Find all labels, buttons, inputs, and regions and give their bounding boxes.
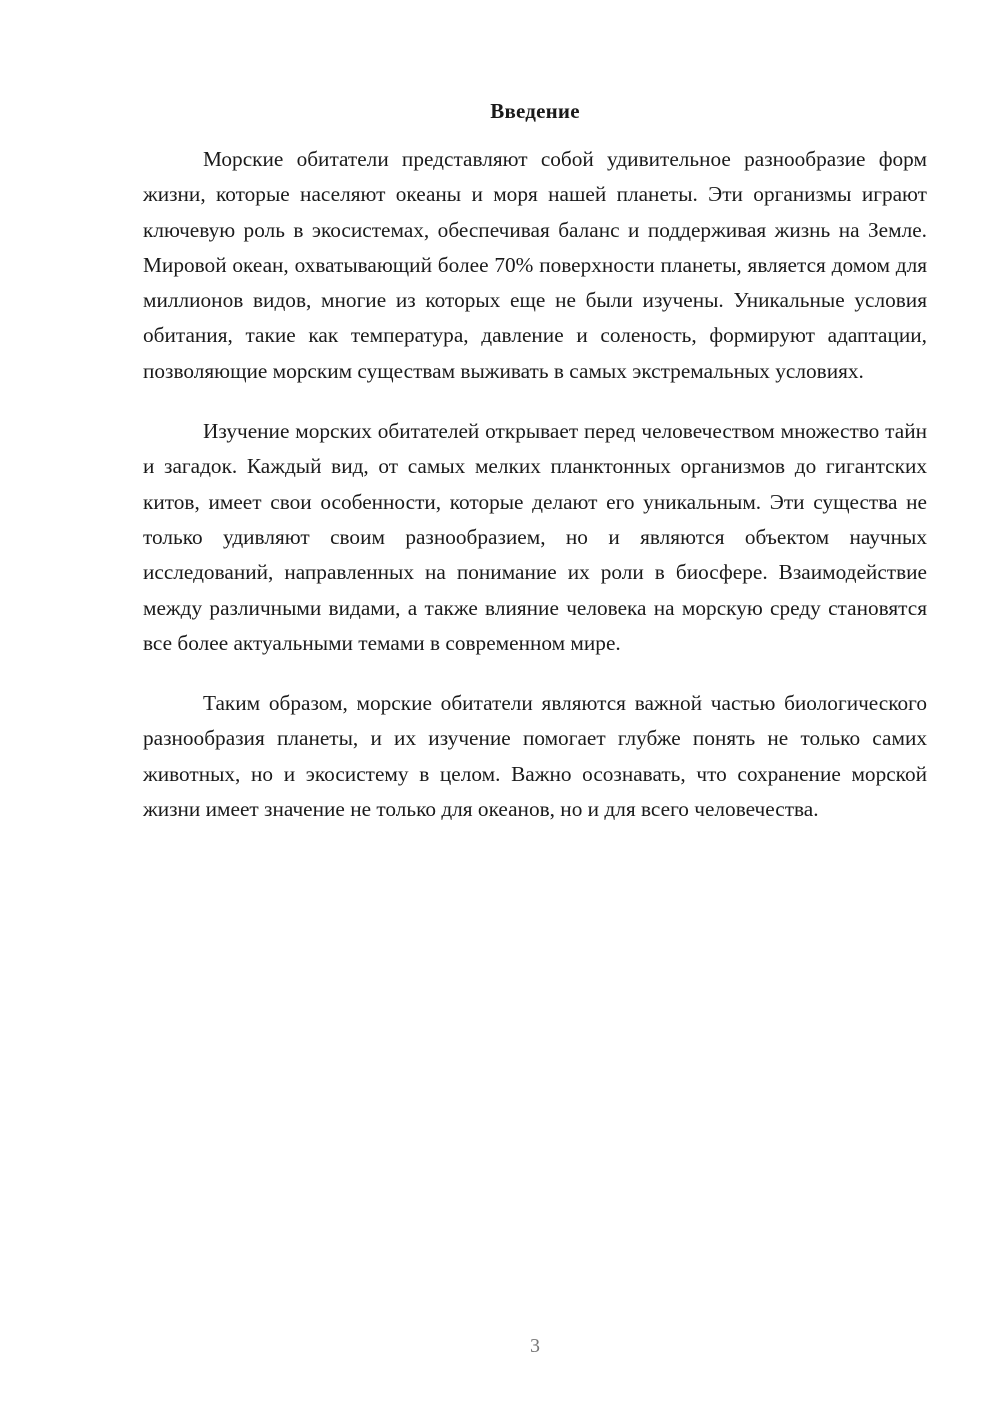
section-heading: Введение [490,99,580,123]
body-text [143,142,927,852]
page-number: 3 [530,1335,540,1357]
paragraph-2: Изучение морских обитателей открывает перед человечеством множество тайн и загадок. Каждый вид, от самых мелких планктонных организмов до гигантских китов, имеет свои особенности, которые делают его уникальным. Эти существа не только удивляют своим разнообразием, но и являются объектом научных исследований, направленных на понимание их роли в биосфере. Взаимодействие между различными видами, а также влияние человека на морскую среду становятся все более актуальными темами в современном мире. [143,419,927,655]
paragraph-1: Морские обитатели представляют собой удивительное разнообразие форм жизни, которые населяют океаны и моря нашей планеты. Эти организмы играют ключевую роль в экосистемах, обеспечивая баланс и поддерживая жизнь на Земле. Мировой океан, охватывающий более 70% поверхности планеты, является домом для миллионов видов, многие из которых еще не были изучены. Уникальные условия обитания, такие как температура, давление и соленость, формируют адаптации, позволяющие морским существам выживать в самых экстремальных условиях. [143,147,927,383]
paragraph-3: Таким образом, морские обитатели являются важной частью биологического разнообразия планеты, и их изучение помогает глубже понять не только самих животных, но и экосистему в целом. Важно осознавать, что сохранение морской жизни имеет значение не только для океанов, но и для всего человечества. [143,691,927,822]
